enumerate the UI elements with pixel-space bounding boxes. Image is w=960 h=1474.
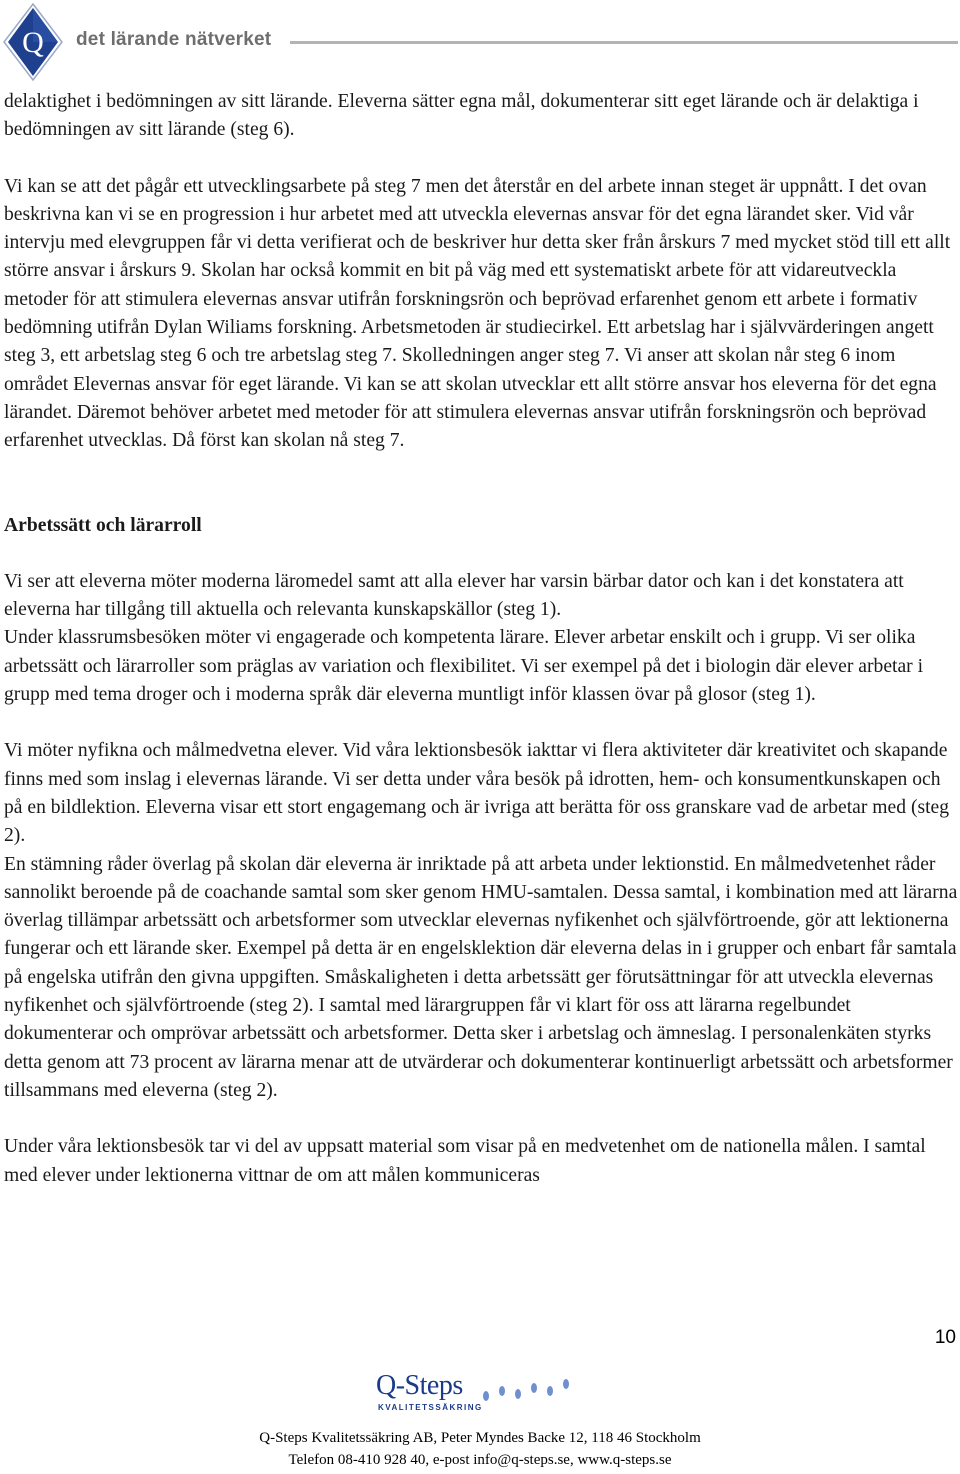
footsteps-icon (476, 1374, 580, 1404)
paragraph-3: Vi ser att eleverna möter moderna läromedel samt att alla elever har varsin bärbar dator och kan i det konstatera att eleverna har tillgång till aktuella och relevanta kunskapskällor (steg 1). (4, 570, 904, 621)
header-divider (290, 41, 958, 44)
footer-address: Q-Steps Kvalitetssäkring AB, Peter Myndes Backe 12, 118 46 Stockholm (259, 1430, 701, 1446)
page-number: 10 (934, 1327, 956, 1348)
footer-brand-name: Q-Steps (376, 1370, 463, 1401)
q-diamond-logo-icon (2, 2, 64, 82)
footer-logo (376, 1370, 586, 1414)
footer-brand-subtitle: KVALITETSSÄKRING (378, 1403, 483, 1412)
footer-contact: Telefon 08-410 928 40, e-post info@q-steps.se, www.q-steps.se (288, 1452, 672, 1468)
paragraph-6: En stämning råder överlag på skolan där eleverna är inriktade på att arbeta under lektionstid. En målmedvetenhet råder sannolikt beroende på de coachande samtal som sker genom HMU-samtalen. Dessa samtal, i kombination med att lärarna överlag tillämpar arbetssätt och arbetsformer som utvecklar elevernas nyfikenhet och självförtroende, gör att lektionerna fungerar och ett lärande sker. Exempel på detta är en engelsklektion där eleverna delas in i grupper och enbart får samtala på engelska utifrån den givna uppgiften. Småskaligheten i detta arbetssätt ger förutsättningar för att utveckla elevernas nyfikenhet och självförtroende (steg 2). I samtal med lärargruppen får vi klart för oss att lärarna regelbundet dokumenterar och omprövar arbetssätt och arbetsformer. Detta sker i arbetslag och ämneslag. I personalenkäten styrks detta genom att 73 procent av lärarna menar att de utvärderar och dokumenterar kontinuerligt arbetssätt och arbetsformer tillsammans med eleverna (steg 2). (4, 853, 958, 1101)
document-body (4, 88, 958, 1190)
network-logo-text: det lärande nätverket (76, 29, 272, 50)
paragraph-5: Vi möter nyfikna och målmedvetna elever. Vid våra lektionsbesök iakttar vi flera aktiviteter där kreativitet och skapande finns med som inslag i elevernas lärande. Vi ser detta under våra besök på idrotten, hem- och konsumentkunskapen och på en bildlektion. Eleverna visar ett stort engagemang och är ivriga att berätta för oss granskare vad de arbetar med (steg 2). (4, 740, 950, 847)
paragraph-4: Under klassrumsbesöken möter vi engagerade och kompetenta lärare. Elever arbetar enskilt och i grupp. Vi ser olika arbetssätt och lärarroller som präglas av variation och flexibilitet. Vi ser exempel på det i biologin där elever arbetar i grupp med tema droger och i moderna språk där eleverna muntligt inför klassen övar på glosor (steg 1). (4, 627, 924, 706)
page-header (0, 0, 960, 86)
paragraph-7: Under våra lektionsbesök tar vi del av uppsatt material som visar på en medvetenhet om de nationella målen. I samtal med elever under lektionerna vittnar de om att målen kommuniceras (4, 1136, 926, 1186)
section-heading: Arbetssätt och lärarroll (4, 514, 202, 536)
svg-text:Q: Q (22, 26, 44, 59)
paragraph-2: Vi kan se att det pågår ett utvecklingsarbete på steg 7 men det återstår en del arbete innan steget är uppnått. I det ovan beskrivna kan vi se en progression i hur arbetet med att utveckla elevernas ansvar för det egna lärandet sker. Vid vår intervju med elevgruppen får vi detta verifierat och de beskriver hur detta sker från årskurs 7 med mycket stöd till ett allt större ansvar i årskurs 9. Skolan har också kommit en bit på väg med ett systematiskt arbete för att vidareutveckla metoder för att stimulera elevernas ansvar utifrån forskningsrön och beprövad erfarenhet genom ett arbete i formativ bedömning utifrån Dylan Wiliams forskning. Arbetsmetoden är studiecirkel. Ett arbetslag har i självvärderingen angett steg 3, ett arbetslag steg 6 och tre arbetslag steg 7. Skolledningen anger steg 7. Vi anser att skolan når steg 6 inom området Elevernas ansvar för eget lärande. Vi kan se att skolan utvecklar ett allt större ansvar hos eleverna för det egna lärandet. Däremot behöver arbetet med metoder för att stimulera elevernas ansvar utifrån forskningsrön och beprövad erfarenhet utvecklas. Då först kan skolan nå steg 7. (4, 175, 951, 452)
paragraph-1: delaktighet i bedömningen av sitt lärande. Eleverna sätter egna mål, dokumenterar sitt eget lärande och är delaktiga i bedömningen av sitt lärande (steg 6). (4, 91, 919, 141)
